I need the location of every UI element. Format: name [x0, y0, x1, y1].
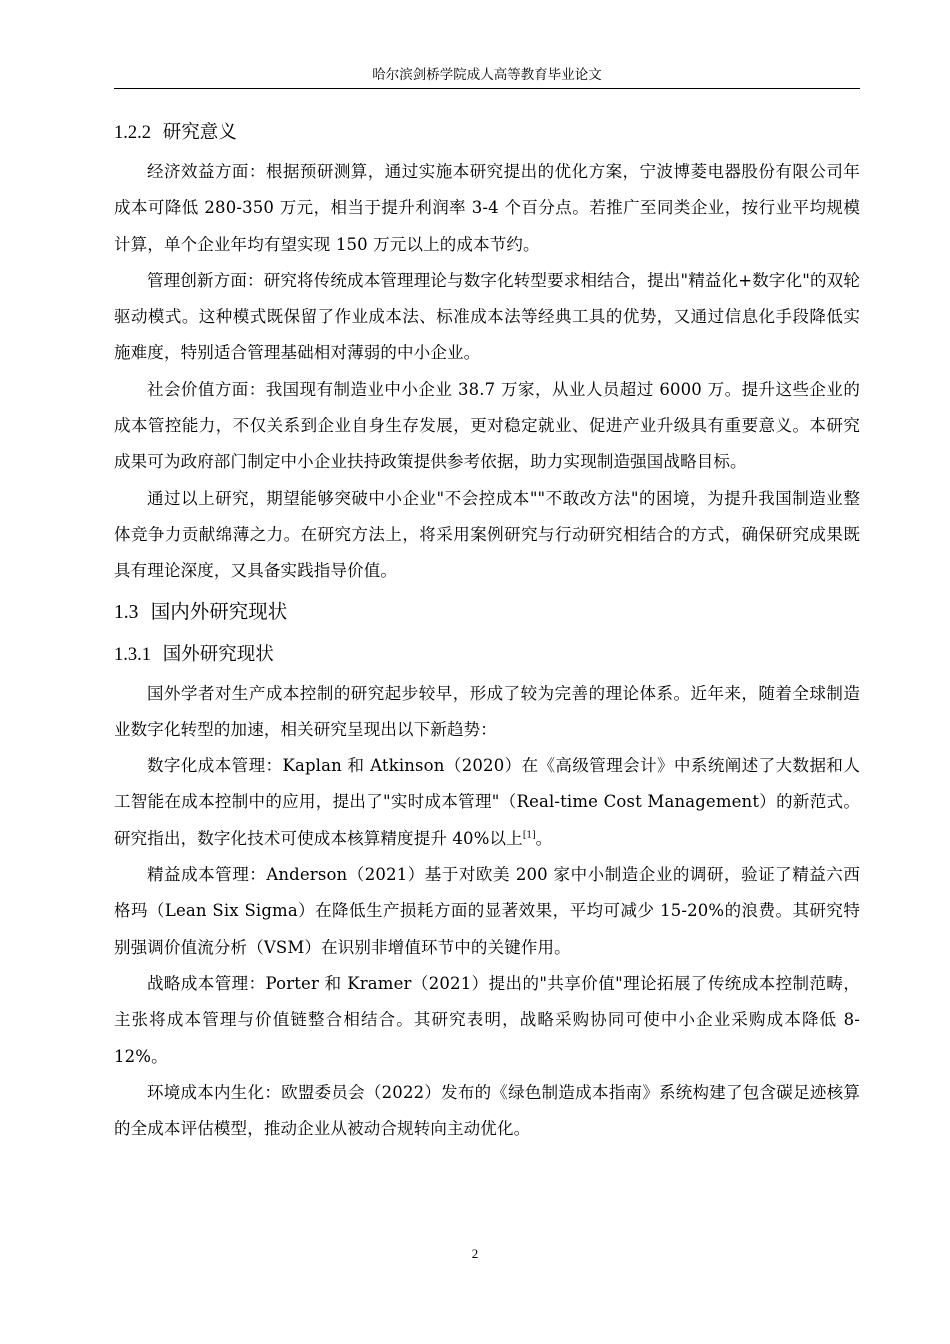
heading-1-2-2-title: 研究意义 — [162, 122, 237, 143]
paragraph-economic-benefit: 经济效益方面：根据预研测算，通过实施本研究提出的优化方案，宁波博菱电器股份有限公司年成本可降低 280-350 万元，相当于提升利润率 3-4 个百分点。若推广至同类企业，按行业平均规模计算，单个企业年均有望实现 150 万元以上的成本节约。 — [114, 162, 860, 254]
heading-1-2-2-number: 1.2.2 — [114, 123, 151, 143]
paragraph-foreign-intro: 国外学者对生产成本控制的研究起步较早，形成了较为完善的理论体系。近年来，随着全球制造业数字化转型的加速，相关研究呈现出以下新趋势： — [114, 683, 860, 739]
paragraph-strategic-cost: 战略成本管理：Porter 和 Kramer（2021）提出的"共享价值"理论拓展了传统成本控制范畴，主张将成本管理与价值链整合相结合。其研究表明，战略采购协同可使中小企业采购成本降低 8-12%。 — [114, 973, 860, 1066]
citation-1[interactable]: [1] — [522, 830, 536, 841]
heading-1-3-number: 1.3 — [114, 601, 139, 623]
page-number: 2 — [471, 1246, 479, 1261]
running-header: 哈尔滨剑桥学院成人高等教育毕业论文 — [114, 62, 860, 89]
paragraph-digital-cost-text: 数字化成本管理：Kaplan 和 Atkinson（2020）在《高级管理会计》中系统阐述了大数据和人工智能在成本控制中的应用，提出了"实时成本管理"（Real-time Cost Management）的新范式。研究指出，数字化技术可使成本核算精度提升 40%以上 — [114, 756, 860, 848]
paragraph-management-innovation: 管理创新方面：研究将传统成本管理理论与数字化转型要求相结合，提出"精益化+数字化"的双轮驱动模式。这种模式既保留了作业成本法、标准成本法等经典工具的优势，又通过信息化手段降低实施难度，特别适合管理基础相对薄弱的中小企业。 — [114, 270, 860, 363]
heading-1-2-2 — [114, 112, 860, 154]
heading-1-3-1-number: 1.3.1 — [114, 644, 151, 665]
paragraph-social-value: 社会价值方面：我国现有制造业中小企业 38.7 万家，从业人员超过 6000 万。提升这些企业的成本管控能力，不仅关系到企业自身生存发展，更对稳定就业、促进产业升级具有重要意义。本研究成果可为政府部门制定中小企业扶持政策提供参考依据，助力实现制造强国战略目标。 — [114, 379, 860, 472]
paragraph-environmental-cost: 环境成本内生化：欧盟委员会（2022）发布的《绿色制造成本指南》系统构建了包含碳足迹核算的全成本评估模型，推动企业从被动合规转向主动优化。 — [114, 1082, 860, 1139]
paragraph-digital-cost-tail: 。 — [535, 828, 553, 848]
heading-1-3-1 — [114, 634, 860, 676]
page-body — [114, 112, 860, 1147]
heading-1-3-1-title: 国外研究现状 — [162, 643, 274, 665]
paragraph-lean-cost: 精益成本管理：Anderson（2021）基于对欧美 200 家中小制造企业的调研，验证了精益六西格玛（Lean Six Sigma）在降低生产损耗方面的显著效果，平均可减少 15-20%的浪费。其研究特别强调价值流分析（VSM）在识别非增值环节中的关键作用。 — [114, 865, 860, 957]
paragraph-digital-cost — [114, 748, 860, 857]
heading-1-3-title: 国内外研究现状 — [150, 599, 288, 623]
heading-1-3 — [114, 590, 860, 634]
paragraph-summary: 通过以上研究，期望能够突破中小企业"不会控成本""不敢改方法"的困境，为提升我国制造业整体竞争力贡献绵薄之力。在研究方法上，将采用案例研究与行动研究相结合的方式，确保研究成果既具有理论深度，又具备实践指导价值。 — [114, 488, 860, 581]
